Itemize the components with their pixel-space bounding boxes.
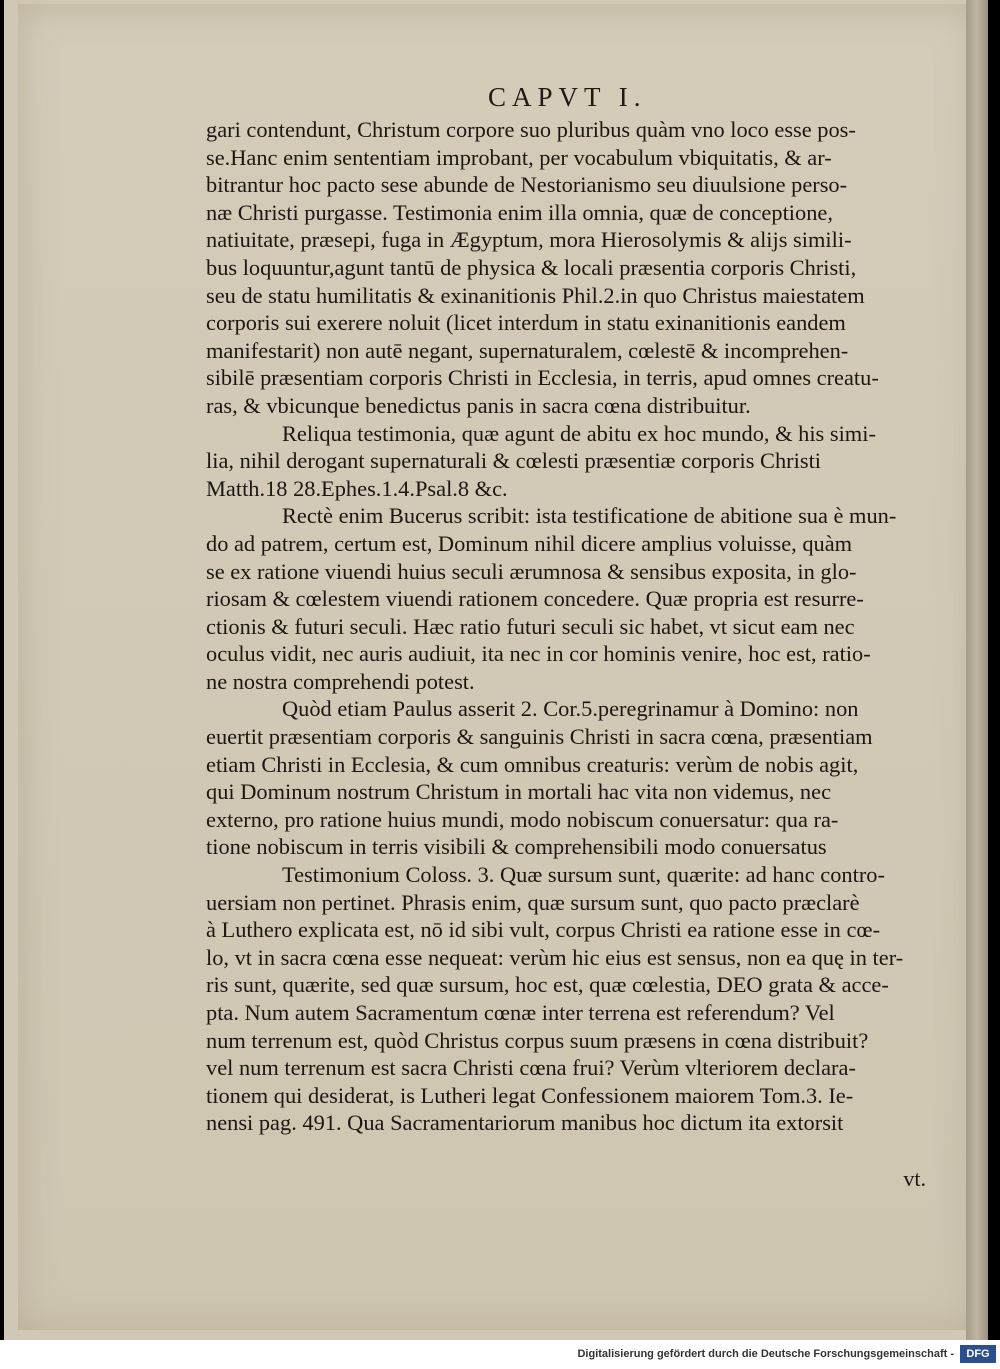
text-line: seu de statu humilitatis & exinanitionis Phil.2.in quo Christus maiestatem [206,282,865,308]
text-line: tione nobiscum in terris visibili & comprehensibili modo conuersatus [206,834,827,860]
text-line: ne nostra comprehendi potest. [206,668,475,694]
body-text [206,116,954,1137]
text-line: se ex ratione viuendi huius seculi ærumnosa & sensibus exposita, in glo- [206,558,857,584]
text-line: bitrantur hoc pacto sese abunde de Nestorianismo seu diuulsione perso- [206,172,848,198]
text-line: lia, nihil derogant supernaturali & cœlesti præsentiæ corporis Christi [206,448,822,474]
text-line: pta. Num autem Sacramentum cœnæ inter terrena est referendum? Vel [206,1000,835,1025]
text-line: ris sunt, quærite, sed quæ sursum, hoc est, quæ cœlestia, DEO grata & acce- [206,972,889,998]
text-line: vel num terrenum est sacra Christi cœna frui? Verùm vlteriorem declara- [206,1055,856,1081]
text-line: tionem qui desiderat, is Lutheri legat Confessionem maiorem Tom.3. Ie- [206,1082,854,1108]
text-line: num terrenum est, quòd Christus corpus suum præsens in cœna distribuit? [206,1027,869,1053]
text-line: Rectè enim Bucerus scribit: ista testificatione de abitione sua è mun- [282,503,897,529]
scan-frame [4,0,988,1340]
text-line: oculus vidit, nec auris audiuit, ita nec in cor hominis venire, hoc est, ratio- [206,641,871,667]
text-line: natiuitate, præsepi, fuga in Ægyptum, mora Hierosolymis & alijs simili- [206,227,852,253]
dfg-logo: DFG [960,1345,996,1363]
text-line: næ Christi purgasse. Testimonia enim illa omnia, quæ de conceptione, [206,199,833,225]
book-page [18,4,976,1330]
text-line: bus loquuntur,agunt tantū de physica & locali præsentia corporis Christi, [206,254,857,280]
text-line: à Luthero explicata est, nō id sibi vult, corpus Christi ea ratione esse in cœ- [206,917,881,943]
text-line: corporis sui exerere noluit (licet interdum in statu exinanitionis eandem [206,310,846,336]
text-line: Testimonium Coloss. 3. Quæ sursum sunt, quærite: ad hanc contro- [282,862,885,888]
text-line: externo, pro ratione huius mundi, modo nobiscum conuersatur: qua ra- [206,806,839,832]
text-line: Matth.18 28.Ephes.1.4.Psal.8 &c. [206,475,508,501]
text-line: sibilē præsentiam corporis Christi in Ecclesia, in terris, apud omnes creatu- [206,365,879,391]
text-line: ctionis & futuri seculi. Hæc ratio futuri seculi sic habet, vt sicut eam nec [206,613,855,639]
text-line: euertit præsentiam corporis & sanguinis Christi in sacra cœna, præsentiam [206,724,873,750]
text-line: nensi pag. 491. Qua Sacramentariorum manibus hoc dictum ita extorsit [206,1110,844,1136]
running-head: CAPVT I. [488,82,647,112]
footer-credit: Digitalisierung gefördert durch die Deutsche Forschungsgemeinschaft - [577,1348,954,1360]
text-line: ras, & vbicunque benedictus panis in sacra cœna distribuitur. [206,392,751,418]
text-line: qui Dominum nostrum Christum in mortali hac vita non videmus, nec [206,779,832,805]
text-line: do ad patrem, certum est, Dominum nihil dicere amplius voluisse, quàm [206,530,853,556]
digitization-footer [0,1340,1000,1369]
text-line: se.Hanc enim sententiam improbant, per vocabulum vbiquitatis, & ar- [206,144,832,170]
text-line: uersiam non pertinet. Phrasis enim, quæ sursum sunt, quo pacto præclarè [206,889,860,915]
text-line: lo, vt in sacra cœna esse nequeat: verùm hic eius est sensus, non ea quę in ter- [206,944,904,970]
text-line: Reliqua testimonia, quæ agunt de abitu ex hoc mundo, & his simi- [282,420,876,446]
page-edge [966,0,988,1340]
catchword: vt. [903,1166,926,1191]
text-line: riosam & cœlestem viuendi rationem concedere. Quæ propria est resurre- [206,586,864,612]
text-line: Quòd etiam Paulus asserit 2. Cor.5.peregrinamur à Domino: non [282,696,859,722]
text-line: gari contendunt, Christum corpore suo pluribus quàm vno loco esse pos- [206,117,856,142]
text-line: etiam Christi in Ecclesia, & cum omnibus creaturis: verùm de nobis agit, [206,751,859,777]
text-line: manifestarit) non autē negant, supernaturalem, cœlestē & incomprehen- [206,337,849,363]
